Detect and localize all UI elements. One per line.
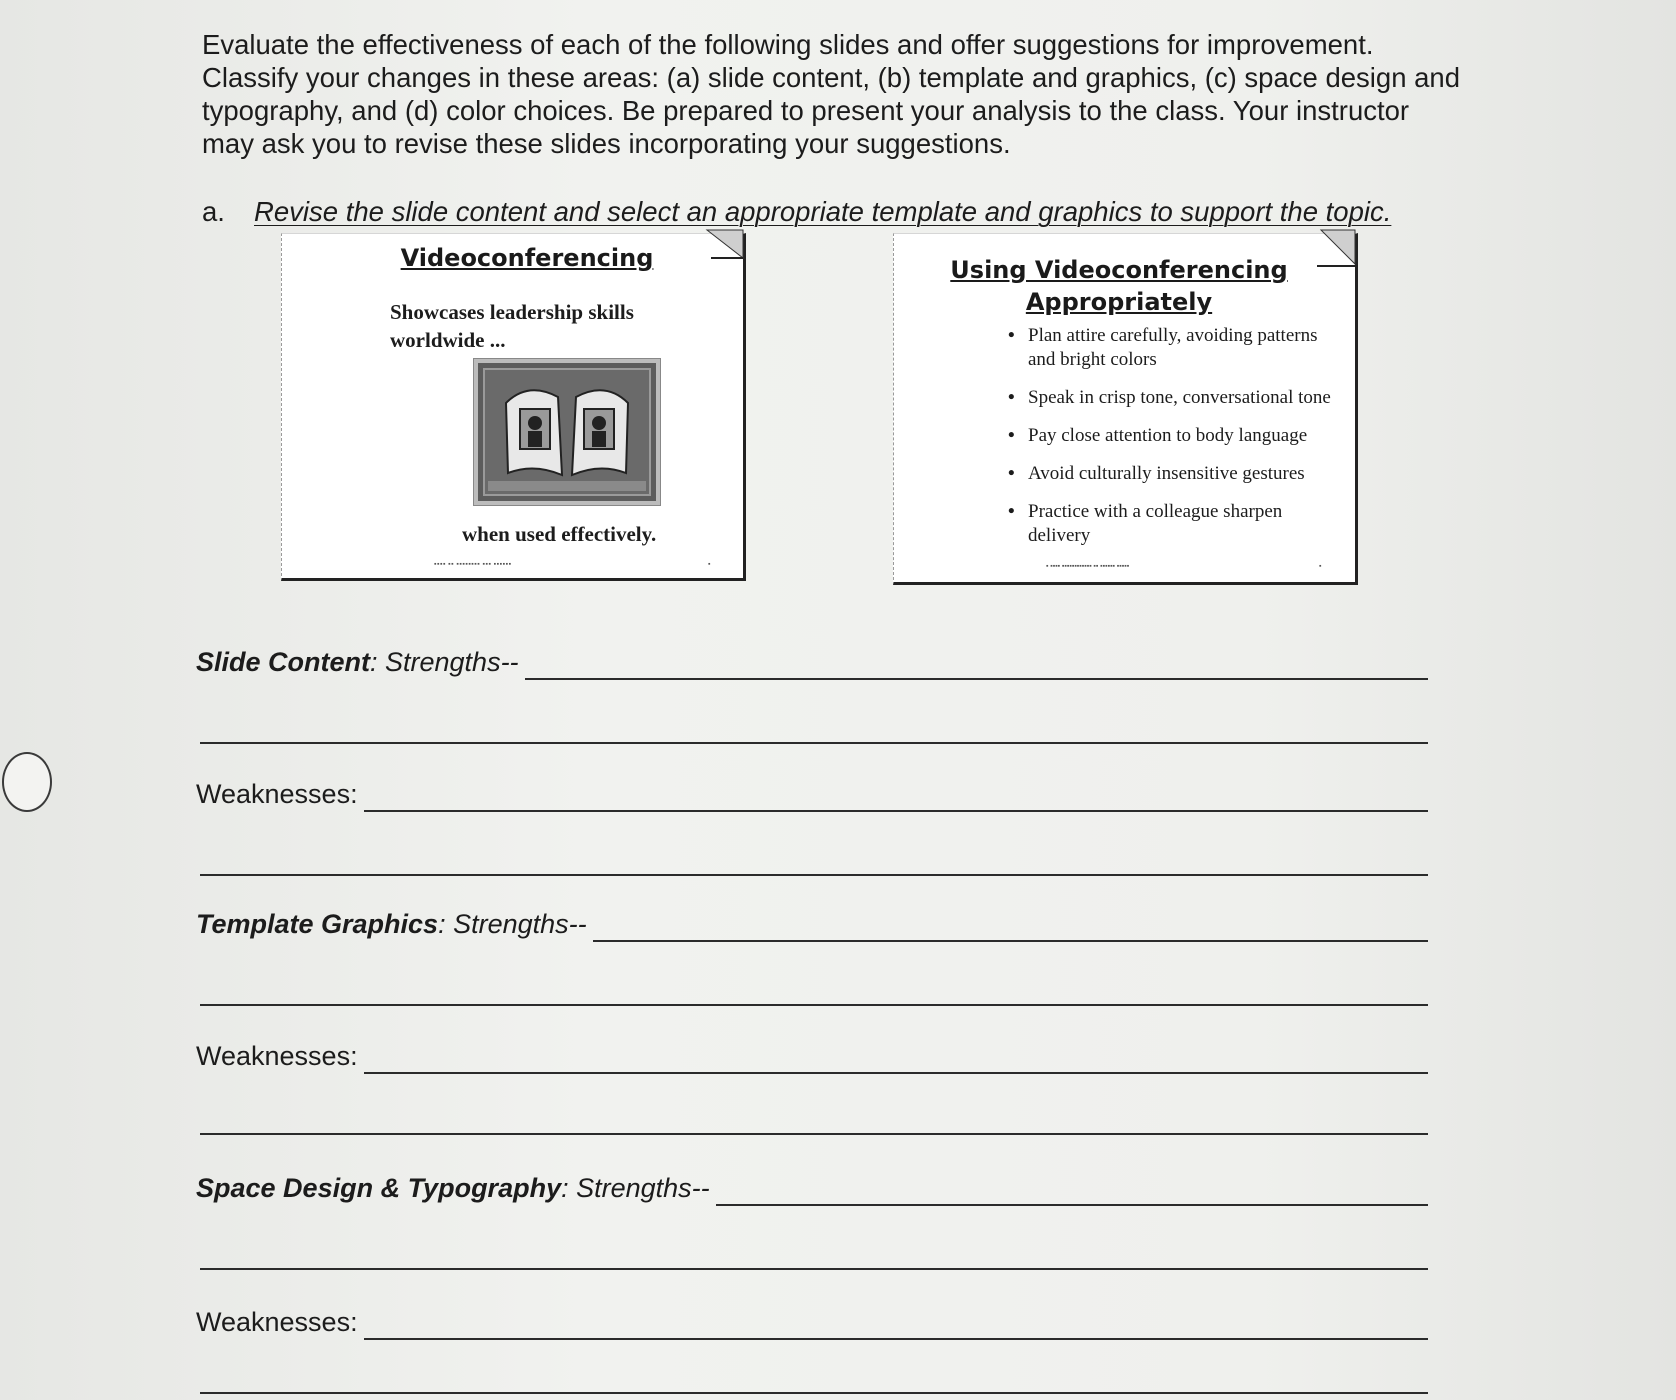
weaknesses-label: Weaknesses: bbox=[196, 1307, 358, 1337]
bullet-item: • Speak in crisp tone, conversational tone bbox=[1006, 386, 1346, 410]
answer-line[interactable] bbox=[200, 1392, 1428, 1394]
slide2-title bbox=[949, 254, 1289, 318]
answer-line[interactable] bbox=[364, 809, 1428, 812]
slide-content-weaknesses-row bbox=[196, 778, 1428, 812]
item-a-text: Revise the slide content and select an appropriate template and graphics to support the topic. bbox=[254, 196, 1392, 227]
space-design-weaknesses-row bbox=[196, 1306, 1428, 1340]
slide2-copyright-smudge: ▪ ▪▪▪▪ ▪▪▪▪▪▪▪▪▪▪▪▪ ▪▪ ▪▪▪▪▪▪ ▪▪▪▪▪ bbox=[1046, 562, 1130, 570]
weaknesses-label: Weaknesses: bbox=[196, 1041, 358, 1071]
slide2-title-line2: Appropriately bbox=[1025, 288, 1213, 316]
template-graphics-strengths-row bbox=[196, 908, 1428, 942]
slide1-body bbox=[390, 298, 634, 354]
answer-line[interactable] bbox=[200, 742, 1428, 744]
slide-content-strengths-row bbox=[196, 646, 1428, 680]
answer-line[interactable] bbox=[364, 1071, 1428, 1074]
weaknesses-label: Weaknesses: bbox=[196, 779, 358, 809]
answer-line[interactable] bbox=[593, 939, 1428, 942]
slide-using-videoconferencing bbox=[893, 233, 1358, 585]
item-a bbox=[202, 196, 1462, 228]
binder-hole bbox=[2, 752, 52, 812]
answer-line[interactable] bbox=[716, 1203, 1428, 1206]
videoconference-clipart-image bbox=[474, 359, 660, 505]
template-graphics-label: Template Graphics: Strengths-- bbox=[196, 909, 587, 939]
answer-line[interactable] bbox=[525, 677, 1428, 680]
slide2-title-line1: Using Videoconferencing bbox=[950, 256, 1288, 284]
bullet-item: • Pay close attention to body language bbox=[1006, 424, 1346, 448]
corner-fold-icon bbox=[703, 228, 745, 262]
bullet-item: • Plan attire carefully, avoiding patterns and bright colors bbox=[1006, 324, 1346, 372]
answer-line[interactable] bbox=[364, 1337, 1428, 1340]
answer-line[interactable] bbox=[200, 1268, 1428, 1270]
bullet-item: • Practice with a colleague sharpen delivery bbox=[1006, 500, 1346, 548]
answer-line[interactable] bbox=[200, 1004, 1428, 1006]
slide1-line1: Showcases leadership skills bbox=[390, 300, 634, 324]
slide1-line2: worldwide ... bbox=[390, 328, 506, 352]
slide1-copyright-smudge: ▪▪▪▪ ▪▪ ▪▪▪▪▪▪▪▪ ▪▪▪ ▪▪▪▪▪▪ bbox=[434, 560, 512, 568]
space-design-strengths-row bbox=[196, 1172, 1428, 1206]
instructions-paragraph: Evaluate the effectiveness of each of the following slides and offer suggestions for improvement. Classify your changes in these areas: (a) slide content, (b) template and graphics, (c) space design and typography, and (d) color choices. Be prepared to present your analysis to the class. Your instructor may ask you to revise these slides incorporating your suggestions. bbox=[202, 29, 1461, 159]
answer-line[interactable] bbox=[200, 874, 1428, 876]
item-a-letter: a. bbox=[202, 196, 225, 227]
slide-videoconferencing bbox=[281, 233, 746, 581]
template-graphics-weaknesses-row bbox=[196, 1040, 1428, 1074]
bullet-item: • Avoid culturally insensitive gestures bbox=[1006, 462, 1346, 486]
slide1-number-smudge: ▪ bbox=[708, 560, 711, 568]
slide1-footer: when used effectively. bbox=[462, 522, 657, 546]
slide1-title: Videoconferencing bbox=[400, 244, 654, 272]
space-design-label: Space Design & Typography: Strengths-- bbox=[196, 1173, 710, 1203]
slide2-bullet-list bbox=[1006, 324, 1346, 562]
corner-fold-icon bbox=[1315, 228, 1357, 270]
answer-line[interactable] bbox=[200, 1133, 1428, 1135]
slide2-number-smudge: ▪ bbox=[1319, 562, 1322, 570]
slide-content-label: Slide Content: Strengths-- bbox=[196, 647, 519, 677]
